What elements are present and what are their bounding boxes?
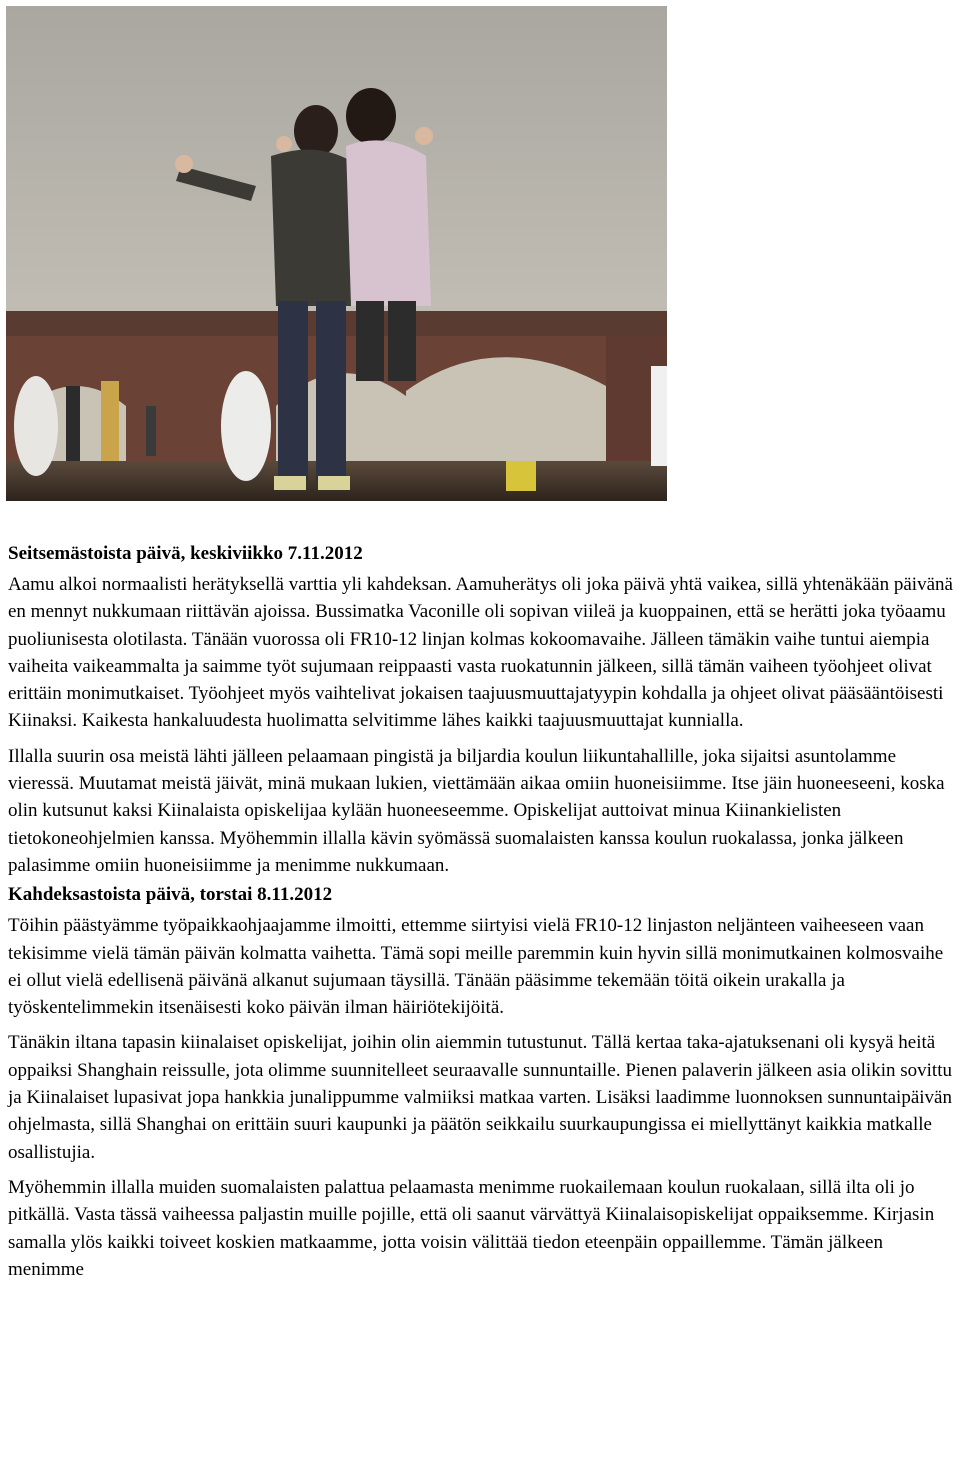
paragraph-1-2: Illalla suurin osa meistä lähti jälleen pelaamaan pingistä ja biljardia koulun liikuntahallille, joka sijaitsi asuntolamme vieressä. Muutamat meistä jäivät, minä mukaan lukien, viettämään aikaa omiin huoneisiimme. Itse jäin huoneeseeni, koska olin kutsunut kaksi Kiinalaista opiskelijaa kylään huoneeseemme. Opiskelijat auttoivat minua Kiinankielisten tietokoneohjelmien kanssa. Myöhemmin illalla kävin syömässä suomalaisten kanssa koulun ruokalassa, jonka jälkeen palasimme omiin huoneisiimme ja menimme nukkumaan.	[8, 745, 945, 876]
paragraph-2-3: Myöhemmin illalla muiden suomalaisten palattua pelaamasta menimme ruokailemaan koulun ruokalaan, sillä ilta oli jo pitkällä. Vasta tässä vaiheessa paljastin muille pojille, että oli saanut värvättyä Kiinalaisopiskelijat oppaiksemme. Kirjasin samalla ylös kaikki toiveet koskien matkaamme, jotta voisin välittää tiedon eteenpäin oppaillemme. Tämän jälkeen menimme	[8, 1176, 935, 1280]
section-heading-2: Kahdeksastoista päivä, torstai 8.11.2012	[8, 884, 333, 906]
photo-image	[6, 6, 667, 501]
paragraph-1-1: Aamu alkoi normaalisti herätyksellä varttia yli kahdeksan. Aamuherätys oli joka päivä yhtä vaikea, sillä yhtenäkään päivänä en mennyt nukkumaan riittävän ajoissa. Bussimatka Vaconille oli sopivan viileä ja kuoppainen, että se herätti joka työaamu puoliunisesta olotilasta. Tänään vuorossa oli FR10-12 linjan kolmas kokoomavaihe. Jälleen tämäkin vaihe tuntui aiempia vaiheita vaikeammalta ja saimme työt sujumaan reippaasti vasta ruokatunnin jälkeen, sillä tämän vaiheen työohjeet olivat erittäin monimutkaiset. Työohjeet myös vaihtelivat jokaisen taajuusmuuttajatyypin kohdalla ja ohjeet olivat pääsääntöisesti Kiinaksi. Kaikesta hankaluudesta huolimatta selvitimme lähes kaikki taajuusmuuttajat kunnialla.	[8, 574, 953, 732]
paragraph-2-1: Töihin päästyämme työpaikkaohjaajamme ilmoitti, ettemme siirtyisi vielä FR10-12 linjaston neljänteen vaiheeseen vaan tekisimme vielä tämän päivän kolmatta vaihetta. Tämä sopi meille paremmin kuin hyvin sillä monimutkainen kolmosvaihe ei ollut vielä edellisenä päivänä alkanut sujumaan täysillä. Tänään pääsimme tekemään töitä oikein urakalla ja työskentelimmekin itsenäisesti koko päivän ilman häiriötekijöitä.	[8, 915, 944, 1019]
section-heading-1: Seitsemästoista päivä, keskiviikko 7.11.2012	[8, 543, 363, 564]
paragraph-2-2: Tänäkin iltana tapasin kiinalaiset opiskelijat, joihin olin aiemmin tutustunut. Tällä kertaa taka-ajatuksenani oli kysyä heitä oppaiksi Shanghain reissulle, jota olimme suunnitelleet seuraavalle sunnuntaille. Pienen palaverin jälkeen asia olikin sovittu ja Kiinalaiset lupasivat jopa hankkia junalippumme valmiiksi matkaa varten. Lisäksi laadimme luonnoksen sunnuntaipäivän ohjelmasta, sillä Shanghai on erittäin suuri kaupunki ja päätön seikkailu suurkaupungissa ei miellyttänyt kaikkia matkalle osallistujia.	[8, 1032, 952, 1163]
article-body	[8, 540, 960, 1291]
photo	[6, 6, 667, 501]
